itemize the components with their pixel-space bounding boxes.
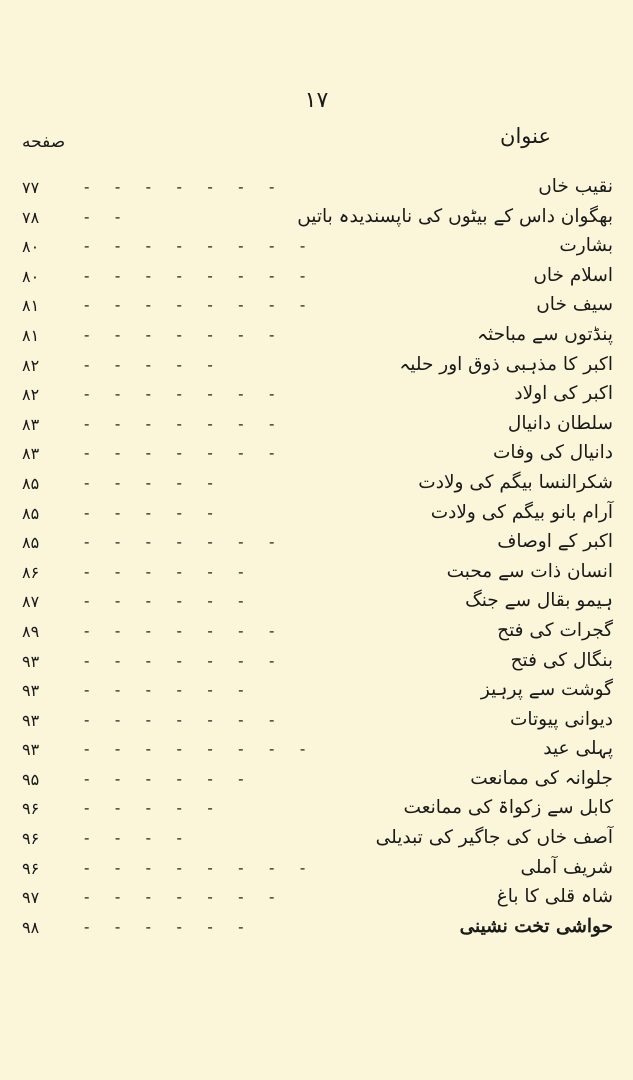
toc-entry-title: بشارت <box>559 235 613 257</box>
toc-entry-leader: - - - - - - - - <box>84 857 306 877</box>
toc-entry-title: آرام بانو بیگم کی ولادت <box>430 501 613 523</box>
toc-entry <box>22 914 613 944</box>
toc-entry-title: دانیال کی وفات <box>492 442 613 464</box>
toc-entry-leader: - - - - - - - <box>84 887 275 907</box>
toc-entry-title: گجرات کی فتح <box>497 619 613 641</box>
toc-entry <box>22 292 613 322</box>
toc-entry-leader: - - - - - - - <box>84 384 275 404</box>
topic-column-heading: عنوان <box>500 124 551 148</box>
toc-entry-leader: - - - - - - - - <box>84 739 306 759</box>
toc-entry-page: ۸۵ <box>22 503 40 523</box>
toc-entry <box>22 500 613 530</box>
toc-entry-leader: - - - - - - <box>84 591 244 611</box>
toc-entry-leader: - - - - - - <box>84 680 244 700</box>
toc-entry-leader: - - - - - - - - <box>84 236 306 256</box>
toc-entry-title: کابل سے زکواۃ کی ممانعت <box>403 797 613 819</box>
toc-entry-title: سیف خاں <box>536 294 613 316</box>
toc-entry-leader: - - <box>84 206 121 226</box>
toc-entry-leader: - - - - - - - <box>84 709 275 729</box>
toc-entry-page: ۹۶ <box>22 858 40 878</box>
toc-entry-leader: - - - - - - - <box>84 620 275 640</box>
toc-entry-page: ۸۳ <box>22 444 40 464</box>
toc-entry-title: اکبر کی اولاد <box>514 383 613 405</box>
toc-entry-leader: - - - - <box>84 828 182 848</box>
toc-entry-page: ۸۱ <box>22 296 40 316</box>
toc-entry-leader: - - - - - <box>84 502 213 522</box>
toc-entry <box>22 736 613 766</box>
toc-entry-page: ۷۷ <box>22 178 40 197</box>
toc-entry-leader: - - - - - - - <box>84 532 275 552</box>
toc-entry-leader: - - - - - <box>84 472 213 492</box>
toc-entry-page: ۹۶ <box>22 829 40 849</box>
toc-entry-title: اسلام خاں <box>533 264 613 286</box>
toc-entry <box>22 588 613 618</box>
toc-entry-title: نقیب خاں <box>538 176 613 197</box>
toc-entry-title: پہلی عید <box>543 738 613 760</box>
toc-entry-leader: - - - - - - - <box>84 650 275 670</box>
toc-entry <box>22 855 613 885</box>
toc-entry-leader: - - - - - - - <box>84 177 275 196</box>
toc-entry-page: ۹۵ <box>22 769 40 789</box>
toc-entry <box>22 204 613 234</box>
toc-entry-page: ۹۸ <box>22 917 40 937</box>
toc-entry-leader: - - - - - <box>84 354 213 374</box>
toc-entry-title: اکبر کا مذہبی ذوق اور حلیہ <box>399 353 613 375</box>
toc-entry-leader: - - - - - - - - <box>84 265 306 285</box>
toc-entry-page: ۸۱ <box>22 325 40 345</box>
toc-entry <box>22 618 613 648</box>
toc-entry-title: آصف خاں کی جاگیر کی تبدیلی <box>375 827 613 849</box>
toc-entry <box>22 440 613 470</box>
toc-entry <box>22 470 613 500</box>
page-number: ۱۷ <box>304 88 329 113</box>
toc-entry <box>22 825 613 855</box>
toc-entry-page: ۸۷ <box>22 592 40 612</box>
table-of-contents <box>22 174 613 943</box>
toc-entry-title: انسان ذات سے محبت <box>446 560 613 582</box>
toc-entry-title: سلطان دانیال <box>507 412 613 434</box>
toc-entry-leader: - - - - - - - <box>84 443 275 463</box>
page-column-heading: صفحه <box>22 132 66 152</box>
toc-entry <box>22 795 613 825</box>
toc-entry <box>22 707 613 737</box>
toc-entry-page: ۹۳ <box>22 651 40 671</box>
toc-entry <box>22 174 613 204</box>
toc-entry-title: ہیمو بقال سے جنگ <box>465 590 613 612</box>
toc-entry <box>22 322 613 352</box>
toc-entry-page: ۹۳ <box>22 710 40 730</box>
toc-entry <box>22 233 613 263</box>
toc-entry-page: ۹۷ <box>22 888 40 908</box>
toc-entry-page: ۸۹ <box>22 621 40 641</box>
toc-entry <box>22 559 613 589</box>
toc-entry-title: پنڈتوں سے مباحثہ <box>477 323 613 345</box>
toc-entry-leader: - - - - - - - - <box>84 295 306 315</box>
toc-entry-title: جلوانہ کی ممانعت <box>470 767 613 789</box>
toc-entry-page: ۸۵ <box>22 533 40 553</box>
toc-entry <box>22 352 613 382</box>
toc-entry-leader: - - - - - - - <box>84 324 275 344</box>
toc-entry-page: ۹۶ <box>22 799 40 819</box>
toc-entry <box>22 411 613 441</box>
toc-entry-page: ۷۸ <box>22 207 40 227</box>
toc-entry-title: شکرالنسا بیگم کی ولادت <box>418 471 613 493</box>
toc-entry-title: بنگال کی فتح <box>510 649 613 671</box>
toc-entry <box>22 884 613 914</box>
toc-entry-page: ۸۵ <box>22 473 40 493</box>
toc-entry-page: ۹۳ <box>22 740 40 760</box>
toc-entry-title: شریف آملی <box>520 856 613 878</box>
toc-entry-leader: - - - - - - - <box>84 413 275 433</box>
toc-entry-leader: - - - - - - <box>84 916 244 936</box>
toc-entry-title: شاہ قلی کا باغ <box>496 886 613 908</box>
toc-entry-leader: - - - - - - <box>84 768 244 788</box>
toc-entry-page: ۸۰ <box>22 266 40 286</box>
toc-entry <box>22 529 613 559</box>
toc-entry-page: ۸۲ <box>22 385 40 405</box>
toc-entry-page: ۹۳ <box>22 681 40 701</box>
toc-entry-leader: - - - - - - <box>84 561 244 581</box>
toc-entry-title: حواشی تخت نشینی <box>459 915 613 937</box>
toc-entry-page: ۸۳ <box>22 414 40 434</box>
toc-entry-page: ۸۶ <box>22 562 40 582</box>
toc-entry-title: گوشت سے پرہیز <box>480 679 613 701</box>
toc-entry <box>22 766 613 796</box>
toc-entry <box>22 381 613 411</box>
toc-entry <box>22 677 613 707</box>
toc-entry-page: ۸۲ <box>22 355 40 375</box>
toc-entry <box>22 648 613 678</box>
toc-entry-title: اکبر کے اوصاف <box>497 531 613 553</box>
toc-entry <box>22 263 613 293</box>
toc-entry-title: دیوانی پیوتات <box>509 708 613 730</box>
toc-entry-leader: - - - - - <box>84 798 213 818</box>
toc-entry-title: بھگوان داس کے بیٹوں کی ناپسندیدہ باتیں <box>297 205 613 227</box>
toc-entry-page: ۸۰ <box>22 237 40 257</box>
